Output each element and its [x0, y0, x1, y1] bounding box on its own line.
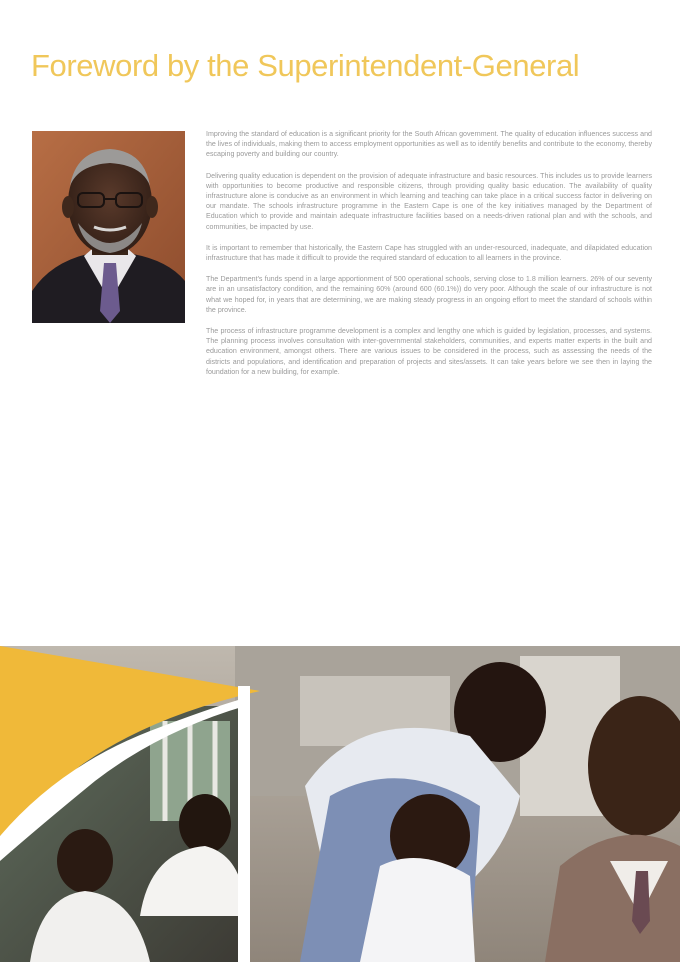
- classroom-photo-band: [0, 646, 680, 962]
- foreword-body: [206, 129, 652, 388]
- paragraph-3: It is important to remember that historically, the Eastern Cape has struggled with an under-resourced, inadequate, and dilapidated education infrastructure that has made it difficult to provide the required standard of education to all learners in the province.: [206, 243, 652, 263]
- paragraph-2: Delivering quality education is dependent on the provision of adequate infrastructure and basic resources. This includes us to provide learners with opportunities to become productive and responsible citizens, through providing quality basic education. The availability of quality infrastructure alone is conducive as an environment in which learning and teaching can take place in a critical success factor in delivering on our mandate. The schools infrastructure programme in the Eastern Cape is one of the key initiatives managed by the Department of Education which to provide and maintain adequate infrastructure facilities based on a needs-driven rational plan and with the schools, and communities, be impacted by use.: [206, 171, 652, 231]
- paragraph-5: The process of infrastructure programme development is a complex and lengthy one which is guided by legislation, processes, and systems. The planning process involves consultation with inter-governmental stakeholders, communities, and experts matter experts in the built and education environment, amongst others. There are various issues to be considered in the process, such as assessing the needs of the districts and populations, and identification and preparation of projects and sites/assets. It can take years before we see then in laying the foundation for a new building, for example.: [206, 327, 652, 376]
- page-title: Foreword by the Superintendent-General: [31, 48, 580, 83]
- paragraph-4: The Department's funds spend in a large apportionment of 500 operational schools, serving close to 1.8 million learners. 26% of our seventy are in an unsatisfactory condition, and the remaining 60% (around 600 (60.1%)) do very poor. Although the scale of our infrastructure is not what we hoped for, in years that are determining, we are making steady progress in an ongoing effort to meet the standard of schools within the province.: [206, 275, 652, 314]
- paragraph-1: Improving the standard of education is a significant priority for the South African government. The quality of education influences success and the lives of individuals, making them to access employment opportunities as well as to identify benefits and contribute to the economy, thereby escaping poverty and building our country.: [206, 130, 652, 159]
- superintendent-portrait: [32, 131, 185, 323]
